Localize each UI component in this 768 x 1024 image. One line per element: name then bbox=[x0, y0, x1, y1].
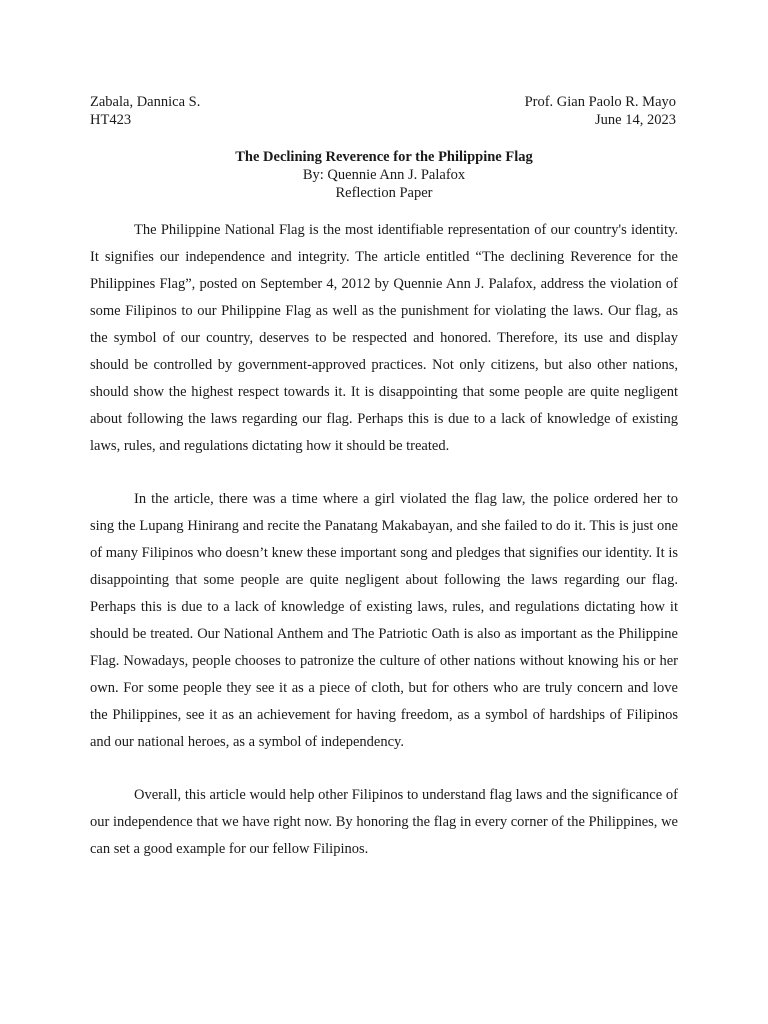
title-block bbox=[90, 148, 678, 202]
header-right bbox=[525, 93, 676, 129]
paragraph-3: Overall, this article would help other Filipinos to understand flag laws and the significance of our independence that we have right now. By honoring the flag in every corner of the Philippines, we can set a good example for our fellow Filipinos. bbox=[90, 787, 678, 857]
header-left bbox=[90, 93, 200, 129]
submission-date: June 14, 2023 bbox=[595, 112, 676, 128]
paper-type: Reflection Paper bbox=[335, 185, 433, 201]
section-code: HT423 bbox=[90, 112, 132, 128]
paragraph-2: In the article, there was a time where a girl violated the flag law, the police ordered her to sing the Lupang Hinirang and recite the Panatang Makabayan, and she failed to do it. This is just one of many Filipinos who doesn’t knew these important song and pledges that signifies our identity. It is disappointing that some people are quite negligent about following the laws regarding our flag. Perhaps this is due to a lack of knowledge of existing laws, rules, and regulations dictating how it should be treated. Our National Anthem and The Patriotic Oath is also as important as the Philippine Flag. Nowadays, people chooses to patronize the culture of other nations without knowing his or her own. For some people they see it as a piece of cloth, but for others who are truly concern and love the Philippines, see it as an achievement for having freedom, as a symbol of hardships of Filipinos and our national heroes, as a symbol of independency. bbox=[90, 491, 678, 750]
professor-name: Prof. Gian Paolo R. Mayo bbox=[524, 94, 676, 110]
author-name: Zabala, Dannica S. bbox=[90, 94, 201, 110]
byline: By: Quennie Ann J. Palafox bbox=[302, 167, 466, 183]
body-text bbox=[90, 217, 678, 889]
document-title: The Declining Reverence for the Philippine Flag bbox=[235, 149, 533, 165]
paragraph-1: The Philippine National Flag is the most identifiable representation of our country's identity. It signifies our independence and integrity. The article entitled “The declining Reverence for the Philippines Flag”, posted on September 4, 2012 by Quennie Ann J. Palafox, address the violation of some Filipinos to our Philippine Flag as well as the punishment for violating the laws. Our flag, as the symbol of our country, deserves to be respected and honored. Therefore, its use and display should be controlled by government-approved practices. Not only citizens, but also other nations, should show the highest respect towards it. It is disappointing that some people are quite negligent about following the laws regarding our flag. Perhaps this is due to a lack of knowledge of existing laws, rules, and regulations dictating how it should be treated. bbox=[90, 222, 678, 454]
